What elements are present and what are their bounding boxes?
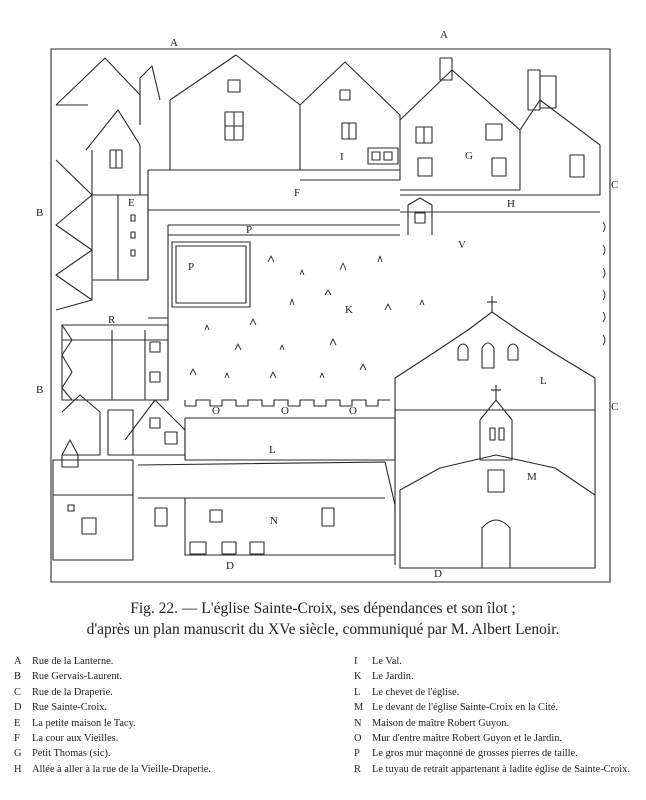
house-gable-e	[86, 110, 140, 195]
legend-text: La cour aux Vieilles.	[32, 732, 119, 744]
legend-right-column	[354, 654, 639, 777]
legend-item	[14, 762, 344, 777]
legend-item	[14, 700, 344, 715]
label-b-bottom: B	[36, 384, 44, 396]
box-p	[172, 242, 250, 307]
legend-text: Rue de la Draperie.	[32, 686, 113, 698]
label-f: F	[294, 187, 301, 199]
legend-item	[354, 669, 639, 684]
label-l-passage: L	[269, 444, 276, 456]
legend-item	[14, 746, 344, 761]
legend-text: Maison de maître Robert Guyon.	[372, 717, 510, 729]
legend-text: Petit Thomas (sic).	[32, 748, 111, 760]
legend-key: N	[354, 717, 362, 729]
garden-plants	[190, 256, 424, 378]
label-o-mid: O	[281, 405, 289, 417]
label-o-left: O	[212, 405, 220, 417]
legend-text: Rue Gervais-Laurent.	[32, 671, 123, 683]
legend-item	[354, 685, 639, 700]
label-p-box: P	[188, 261, 195, 273]
church-window	[508, 344, 518, 360]
block-r	[62, 325, 168, 400]
label-k: K	[345, 304, 353, 316]
small-gatehouse	[408, 198, 432, 235]
church-chevet-roof	[395, 312, 595, 378]
legend-text: Le chevet de l'église.	[372, 686, 460, 698]
legend-text: Le Val.	[372, 656, 402, 667]
legend-key: D	[14, 702, 22, 714]
legend-text: Le tuyau de retrait appartenant à ladite église de Sainte-Croix.	[372, 763, 630, 775]
legend-text: Le Jardin.	[372, 671, 414, 683]
legend-text: Le devant de l'église Sainte-Croix en la Cité.	[372, 702, 558, 714]
legend-key: I	[354, 656, 358, 667]
legend-text: Mur d'entre maître Robert Guyon et le Jardin.	[372, 732, 563, 744]
label-p-wall: P	[246, 224, 253, 236]
label-d-right: D	[434, 568, 442, 580]
chimney	[440, 58, 452, 80]
label-r: R	[108, 314, 116, 326]
legend-item	[14, 731, 344, 746]
label-d-left: D	[226, 560, 234, 572]
legend-text: Rue Sainte-Croix.	[32, 702, 108, 714]
label-l-chevet: L	[540, 375, 547, 387]
legend-text: Allée à aller à la rue de la Vieille-Draperie.	[32, 763, 211, 775]
legend-key: P	[354, 748, 360, 760]
label-b-top: B	[36, 207, 44, 219]
legend-key: R	[354, 763, 361, 775]
label-m: M	[527, 471, 537, 483]
legend-key: K	[354, 671, 362, 683]
legend-key: B	[14, 671, 21, 683]
house-i	[300, 62, 400, 180]
church-window	[482, 343, 494, 368]
chimney	[528, 70, 540, 110]
house-n	[138, 462, 395, 555]
legend-item	[14, 654, 344, 669]
legend-key: O	[354, 732, 362, 744]
legend-item	[354, 746, 639, 761]
label-v: V	[458, 239, 466, 251]
legend-item	[354, 700, 639, 715]
legend-item	[14, 669, 344, 684]
legend-item	[14, 685, 344, 700]
legend-text: Rue de la Lanterne.	[32, 656, 114, 667]
legend-item	[354, 654, 639, 669]
label-c-bottom: C	[611, 401, 619, 413]
label-o-right: O	[349, 405, 357, 417]
legend-key: H	[14, 763, 22, 775]
house-bottom-left	[53, 460, 133, 560]
church-door	[482, 520, 510, 568]
house-top-right	[520, 100, 600, 195]
church-facade	[400, 455, 595, 568]
label-i: I	[340, 151, 344, 163]
legend-item	[354, 762, 639, 777]
legend-item	[354, 731, 639, 746]
zigzag-wall	[56, 160, 92, 310]
legend-item	[14, 716, 344, 731]
legend-key: M	[354, 702, 364, 714]
legend-key: G	[14, 748, 22, 760]
church-belfry	[480, 400, 512, 460]
plan-border	[51, 49, 610, 582]
legend-key: E	[14, 717, 21, 729]
label-n: N	[270, 515, 278, 527]
legend-key: A	[14, 656, 22, 667]
legend-key: C	[14, 686, 21, 698]
legend-key: F	[14, 732, 20, 744]
house-top-left	[56, 58, 140, 125]
label-c-top: C	[611, 179, 619, 191]
label-g: G	[465, 150, 473, 162]
right-edge-marks	[603, 222, 605, 345]
label-e: E	[128, 197, 135, 209]
caption-line-2: d'après un plan manuscrit du XVe siècle, communiqué par M. Albert Lenoir.	[86, 621, 560, 638]
label-a-left: A	[170, 37, 178, 49]
legend-text: Le gros mur maçonné de grosses pierres de taille.	[372, 748, 578, 760]
legend-item	[354, 716, 639, 731]
caption-line-1: Fig. 22. — L'église Sainte-Croix, ses dépendances et son îlot ;	[130, 600, 516, 617]
legend-key: L	[354, 686, 361, 698]
legend-text: La petite maison le Tacy.	[32, 717, 136, 729]
passage-l	[185, 418, 395, 460]
figure-caption	[0, 598, 646, 640]
label-h: H	[507, 198, 515, 210]
legend-left-column	[14, 654, 344, 777]
label-a-right: A	[440, 29, 448, 41]
church-window	[458, 344, 468, 360]
